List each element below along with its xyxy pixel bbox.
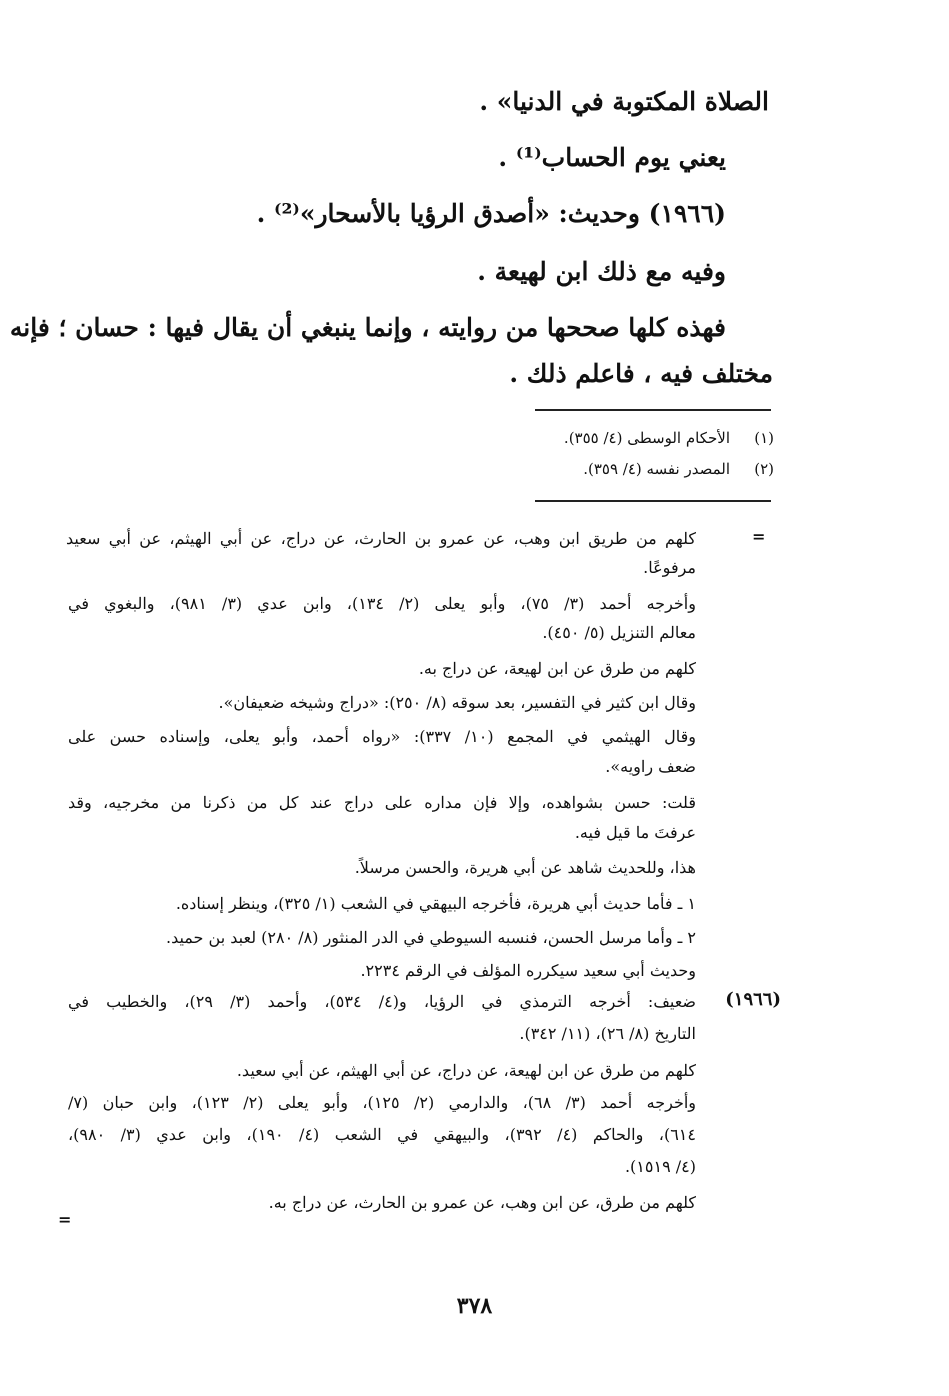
- commentary-line: ٢ ـ وأما مرسل الحسن، فنسبه السيوطي في الدر المنثور (٨/ ٢٨٠) لعبد بن حميد.: [165, 928, 696, 947]
- commentary-line: وأخرجه أحمد (٣/ ٧٥)، وأبو يعلى (٢/ ١٣٤)، وابن عدي (٣/ ٩٨١)، والبغوي في: [68, 594, 696, 613]
- main-text-line: وفيه مع ذلك ابن لهيعة .: [477, 257, 726, 286]
- entry-number: (١٩٦٦): [725, 989, 781, 1010]
- footnote-number: (٢): [754, 460, 774, 478]
- footnote-separator: [535, 500, 771, 502]
- main-text-line: (١٩٦٦) وحديث: «أصدق الرؤيا بالأسحار»⁽²⁾ .: [256, 199, 726, 228]
- commentary-line: قلت: حسن بشواهده، وإلا فإن مداره على دراج عند كل من ذكرنا من مخرجيه، وقد: [68, 793, 696, 812]
- main-text-line: مختلف فيه ، فاعلم ذلك .: [509, 359, 773, 388]
- entry-line: وأخرجه أحمد (٣/ ٦٨)، والدارمي (٢/ ١٢٥)، وأبو يعلى (٢/ ١٢٣)، وابن حبان (٧/: [68, 1093, 697, 1112]
- commentary-line: ١ ـ فأما حديث أبي هريرة، فأخرجه البيهقي في الشعب (١/ ٣٢٥)، وينظر إسناده.: [175, 894, 696, 913]
- commentary-line: وقال الهيثمي في المجمع (١٠/ ٣٣٧): «رواه أحمد، وأبو يعلى، وإسناده حسن على: [68, 727, 696, 746]
- commentary-line: كلهم من طريق ابن وهب، عن عمرو بن الحارث، عن دراج، عن أبي الهيثم، عن أبي سعيد: [66, 529, 696, 548]
- commentary-line: مرفوعًا.: [643, 558, 696, 577]
- entry-line: ضعيف: أخرجه الترمذي في الرؤيا، و(٤/ ٥٣٤)، وأحمد (٣/ ٢٩)، والخطيب في: [68, 992, 697, 1011]
- footnote-text: المصدر نفسه (٤/ ٣٥٩).: [583, 460, 730, 478]
- footnote-separator: [535, 409, 771, 411]
- footnote: [583, 459, 774, 479]
- main-text-line: يعني يوم الحساب⁽¹⁾ .: [498, 143, 726, 172]
- commentary-line: عرفتَ ما قيل فيه.: [574, 823, 696, 842]
- continuation-mark: =: [752, 527, 766, 546]
- commentary-line: هذا، وللحديث شاهد عن أبي هريرة، والحسن مرسلاً.: [354, 858, 696, 877]
- entry-line: كلهم من طرق، عن ابن وهب، عن عمرو بن الحارث، عن دراج به.: [268, 1193, 696, 1212]
- entry-line: كلهم من طرق عن ابن لهيعة، عن دراج، عن أبي الهيثم، عن أبي سعيد.: [236, 1061, 696, 1080]
- commentary-line: ضعف راويه».: [605, 757, 696, 776]
- entry-line: ٦١٤)، والحاكم (٤/ ٣٩٢)، والبيهقي في الشعب (٤/ ١٩٠)، وابن عدي (٣/ ٩٨٠)،: [68, 1125, 696, 1144]
- main-text-line: فهذه كلها صححها من روايته ، وإنما ينبغي أن يقال فيها : حسان ؛ فإنه: [9, 313, 726, 342]
- page-number: ٣٧٨: [456, 1293, 493, 1319]
- entry-line: التاريخ (٨/ ٢٦)، (١١/ ٣٤٢).: [519, 1024, 696, 1043]
- main-text-line: الصلاة المكتوبة في الدنيا» .: [479, 87, 769, 116]
- entry-line: (٤/ ١٥١٩).: [624, 1157, 696, 1176]
- footnote-text: الأحكام الوسطى (٤/ ٣٥٥).: [563, 429, 730, 447]
- footnote-number: (١): [754, 429, 774, 447]
- continuation-mark: =: [58, 1210, 72, 1229]
- commentary-line: وقال ابن كثير في التفسير، بعد سوقه (٨/ ٢٥٠): «دراج وشيخه ضعيفان».: [218, 693, 696, 712]
- commentary-line: معالم التنزيل (٥/ ٤٥٠).: [542, 623, 696, 642]
- commentary-line: كلهم من طرق عن ابن لهيعة، عن دراج به.: [418, 659, 696, 678]
- footnote: [564, 428, 774, 448]
- commentary-line: وحديث أبي سعيد سيكرره المؤلف في الرقم ٢٢٣٤.: [360, 961, 696, 980]
